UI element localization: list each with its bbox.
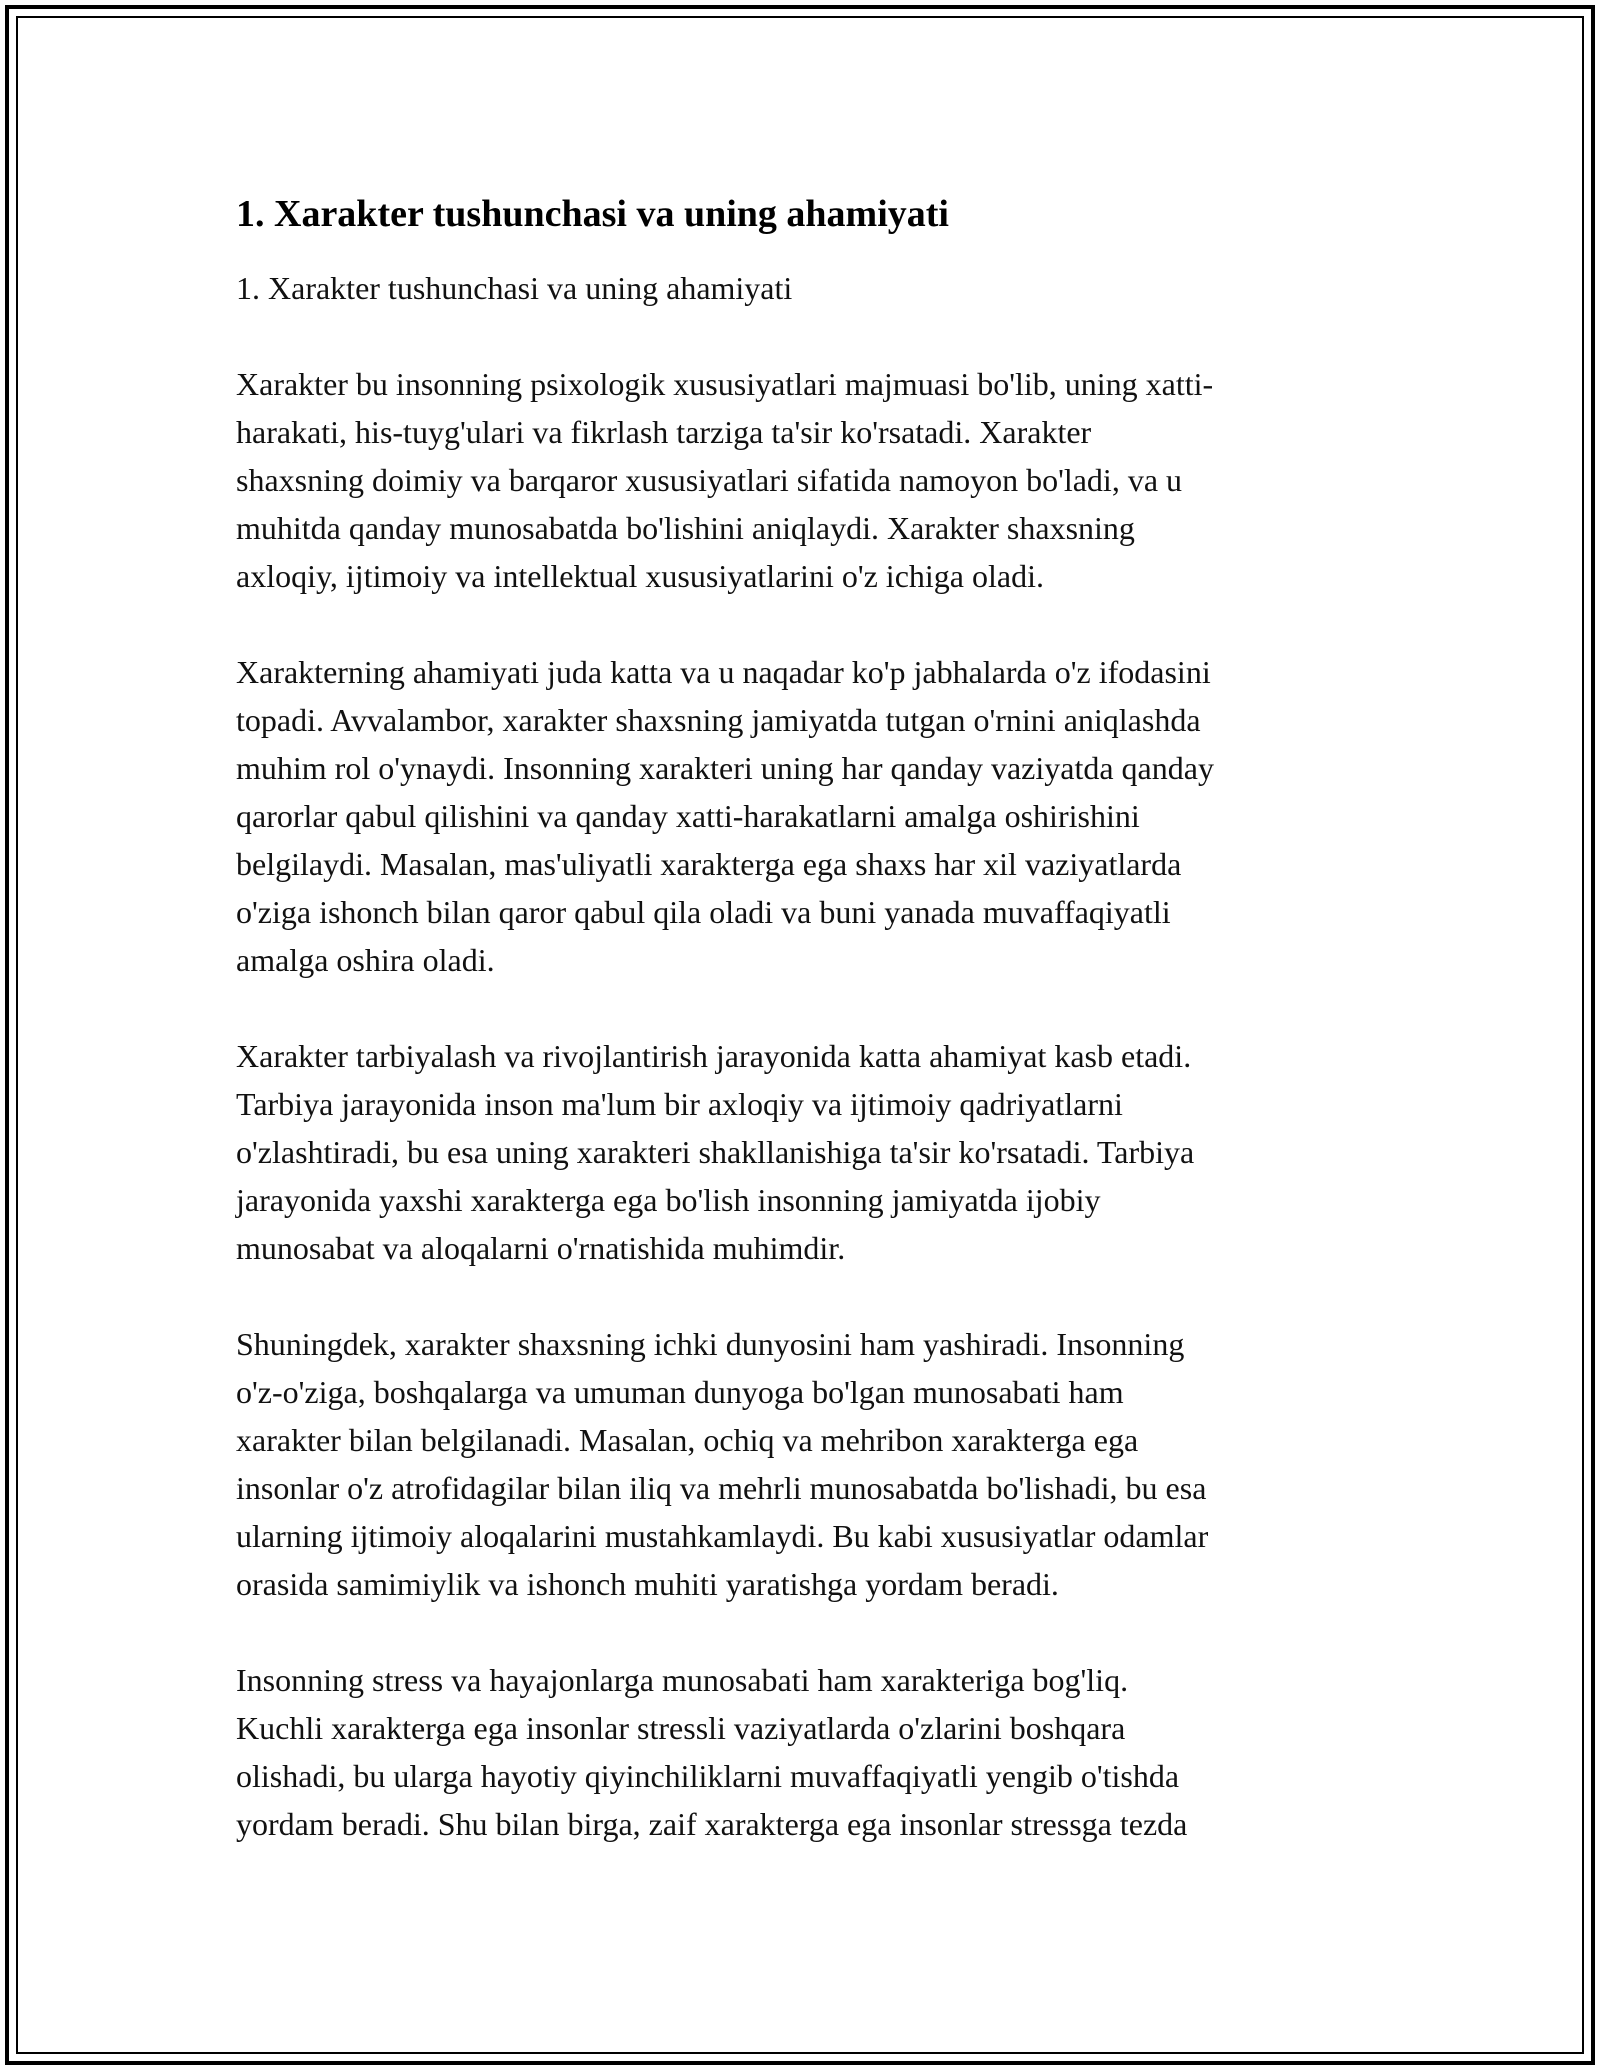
paragraph-3: Xarakter tarbiyalash va rivojlantirish jarayonida katta ahamiyat kasb etadi. Tarbiya jarayonida inson ma'lum bir axloqiy va ijtimoiy qadriyatlarni o'zlashtiradi, bu esa uning xarakteri shakllanishiga ta'sir ko'rsatadi. Tarbiya jarayonida yaxshi xarakterga ega bo'lish insonning jamiyatda ijobiy munosabat va aloqalarni o'rnatishida muhimdir. [236,1038,1195,1266]
paragraph-4: Shuningdek, xarakter shaxsning ichki dunyosini ham yashiradi. Insonning o'z-o'ziga, boshqalarga va umuman dunyoga bo'lgan munosabati ham xarakter bilan belgilanadi. Masalan, ochiq va mehribon xarakterga ega insonlar o'z atrofidagilar bilan iliq va mehrli munosabatda bo'lishadi, bu esa ularning ijtimoiy aloqalarini mustahkamlaydi. Bu kabi xususiyatlar odamlar orasida samimiylik va ishonch muhiti yaratishga yordam beradi. [236,1326,1209,1602]
document-body [236,190,1376,1848]
paragraph-1: Xarakter bu insonning psixologik xususiyatlari majmuasi bo'lib, uning xatti- harakati, his-tuyg'ulari va fikrlash tarziga ta'sir ko'rsatadi. Xarakter shaxsning doimiy va barqaror xususiyatlari sifatida namoyon bo'ladi, va u muhitda qanday munosabatda bo'lishini aniqlaydi. Xarakter shaxsning axloqiy, ijtimoiy va intellektual xususiyatlarini o'z ichiga oladi. [236,366,1214,594]
section-subtitle: 1. Xarakter tushunchasi va uning ahamiyati [236,270,793,306]
paragraph-2: Xarakterning ahamiyati juda katta va u naqadar ko'p jabhalarda o'z ifodasini topadi. Avvalambor, xarakter shaxsning jamiyatda tutgan o'rnini aniqlashda muhim rol o'ynaydi. Insonning xarakteri uning har qanday vaziyatda qanday qarorlar qabul qilishini va qanday xatti-harakatlarni amalga oshirishini belgilaydi. Masalan, mas'uliyatli xarakterga ega shaxs har xil vaziyatlarda o'ziga ishonch bilan qaror qabul qila oladi va buni yanada muvaffaqiyatli amalga oshira oladi. [236,654,1214,978]
page-title: 1. Xarakter tushunchasi va uning ahamiyati [236,193,949,235]
paragraph-5: Insonning stress va hayajonlarga munosabati ham xarakteriga bog'liq. Kuchli xarakterga ega insonlar stressli vaziyatlarda o'zlarini boshqara olishadi, bu ularga hayotiy qiyinchiliklarni muvaffaqiyatli yengib o'tishda yordam beradi. Shu bilan birga, zaif xarakterga ega insonlar stressga tezda [236,1662,1188,1842]
